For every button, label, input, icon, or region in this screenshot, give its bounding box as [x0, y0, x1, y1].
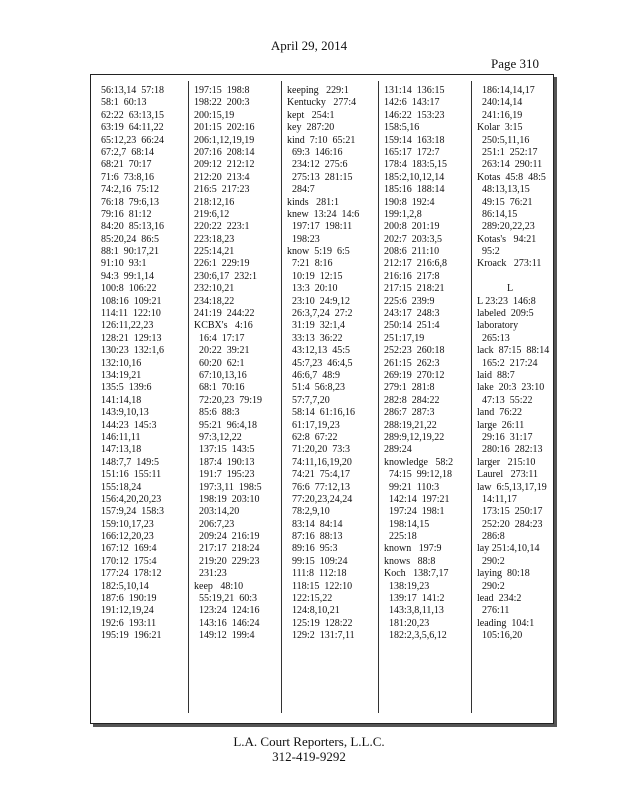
- index-entry: 89:16 95:3: [287, 543, 338, 555]
- index-entry: 16:4 17:17: [194, 332, 245, 344]
- index-entry: 282:8 284:22: [384, 394, 440, 406]
- index-entry: 159:10,17,23: [101, 518, 154, 530]
- index-entry: 286:7 287:3: [384, 407, 435, 419]
- index-entry: 185:16 188:14: [384, 184, 445, 196]
- index-entry: 14:11,17: [477, 493, 517, 505]
- footer-phone: 312-419-9292: [272, 749, 346, 764]
- index-entry: 230:6,17 232:1: [194, 270, 258, 282]
- index-entry: 72:20,23 79:19: [194, 394, 263, 406]
- index-entry: 216:16 217:8: [384, 270, 440, 282]
- index-entry: 124:8,10,21: [287, 605, 340, 617]
- index-entry: 209:12 212:12: [194, 159, 255, 171]
- index-entry: 206:7,23: [194, 518, 235, 530]
- index-entry: 144:23 145:3: [101, 419, 157, 431]
- index-entry: 165:2 217:24: [477, 357, 538, 369]
- index-entry: labeled 209:5: [477, 308, 534, 320]
- index-entry: 87:16 88:13: [287, 531, 343, 543]
- index-entry: 251:17,19: [384, 332, 425, 344]
- index-entry: 135:5 139:6: [101, 382, 152, 394]
- index-entry: 288:19,21,22: [384, 419, 437, 431]
- index-entry: 158:5,16: [384, 122, 420, 134]
- index-entry: 138:19,23: [384, 580, 430, 592]
- index-entry: 216:5 217:23: [194, 184, 250, 196]
- index-entry: 232:10,21: [194, 283, 235, 295]
- index-entry: 26:3,7,24 27:2: [287, 308, 353, 320]
- index-entry: 143:3,8,11,13: [384, 605, 444, 617]
- index-entry: 137:15 143:5: [194, 444, 255, 456]
- index-entry: 223:18,23: [194, 233, 235, 245]
- index-entry: 289:20,22,23: [477, 221, 535, 233]
- index-entry: 208:6 211:10: [384, 246, 440, 258]
- index-entry: 74:2,16 75:12: [101, 184, 160, 196]
- index-entry: 57:7,7,20: [287, 394, 330, 406]
- index-entry: 182:5,10,14: [101, 580, 149, 592]
- index-entry: 62:8 67:22: [287, 431, 338, 443]
- index-entry: 10:19 12:15: [287, 270, 343, 282]
- index-entry: 167:12 169:4: [101, 543, 157, 555]
- index-entry: 69:3 146:16: [287, 146, 343, 158]
- index-entry: 61:17,19,23: [287, 419, 340, 431]
- index-column-1: [101, 85, 185, 713]
- index-entry: 49:15 76:21: [477, 196, 533, 208]
- index-entry: 125:19 128:22: [287, 617, 353, 629]
- index-entry: 207:16 208:14: [194, 146, 255, 158]
- index-entry: 74:21 75:4,17: [287, 469, 351, 481]
- index-entry: 74:15 99:12,18: [384, 469, 453, 481]
- index-entry: 197:15 198:8: [194, 85, 250, 96]
- index-entry: 78:2,9,10: [287, 506, 330, 518]
- index-entry: 202:7 203:3,5: [384, 233, 443, 245]
- index-entry: lay 251:4,10,14: [477, 543, 540, 555]
- index-entry: 45:7,23 46:4,5: [287, 357, 353, 369]
- index-entry: 58:1 60:13: [101, 97, 147, 109]
- index-table: [90, 74, 554, 724]
- index-entry: 187:4 190:13: [194, 456, 255, 468]
- index-entry: law 6:5,13,17,19: [477, 481, 547, 493]
- index-entry: 201:15 202:16: [194, 122, 255, 134]
- index-entry: keep 48:10: [194, 580, 244, 592]
- index-entry: 97:3,12,22: [194, 431, 242, 443]
- index-entry: 289:24: [384, 444, 412, 456]
- index-entry: 234:18,22: [194, 295, 235, 307]
- index-entry: 289:9,12,19,22: [384, 431, 445, 443]
- index-column-2: [194, 85, 278, 713]
- index-entry: Kolar 3:15: [477, 122, 523, 134]
- index-entry: 220:22 223:1: [194, 221, 250, 233]
- index-entry: 77:20,23,24,24: [287, 493, 353, 505]
- index-entry: 79:16 81:12: [101, 208, 152, 220]
- index-entry: 263:14 290:11: [477, 159, 543, 171]
- index-entry: 20:22 39:21: [194, 345, 250, 357]
- index-entry: kept 254:1: [287, 109, 335, 121]
- index-entry: 240:14,14: [477, 97, 523, 109]
- footer-company: L.A. Court Reporters, L.L.C.: [233, 734, 385, 749]
- index-entry: 269:19 270:12: [384, 369, 445, 381]
- index-entry: 279:1 281:8: [384, 382, 435, 394]
- index-entry: lack 87:15 88:14: [477, 345, 550, 357]
- index-entry: lake 20:3 23:10: [477, 382, 545, 394]
- index-entry: 71:6 73:8,16: [101, 171, 155, 183]
- index-entry: larger 215:10: [477, 456, 536, 468]
- index-entry: 155:18,24: [101, 481, 142, 493]
- index-entry: 206:1,12,19,19: [194, 134, 255, 146]
- index-entry: 58:14 61:16,16: [287, 407, 356, 419]
- index-entry: 13:3 20:10: [287, 283, 338, 295]
- index-entry: 173:15 250:17: [477, 506, 543, 518]
- index-entry: 157:9,24 158:3: [101, 506, 165, 518]
- index-entry: 148:7,7 149:5: [101, 456, 160, 468]
- index-entry: 198:19 203:10: [194, 493, 260, 505]
- index-entry: 131:14 136:15: [384, 85, 445, 96]
- index-entry: 209:24 216:19: [194, 531, 260, 543]
- index-entry: know 5:19 6:5: [287, 246, 350, 258]
- index-entry: 147:13,18: [101, 444, 142, 456]
- index-entry: Kotas 45:8 48:5: [477, 171, 546, 183]
- index-entry: 225:6 239:9: [384, 295, 435, 307]
- index-entry: 129:2 131:7,11: [287, 630, 355, 642]
- index-entry: knows 88:8: [384, 555, 436, 567]
- index-entry: 65:12,23 66:24: [101, 134, 165, 146]
- index-entry: 265:13: [477, 332, 510, 344]
- index-entry: 192:6 193:11: [101, 617, 157, 629]
- index-entry: knew 13:24 14:6: [287, 208, 360, 220]
- index-entry: 225:14,21: [194, 246, 235, 258]
- page-number: Page 310: [491, 56, 540, 71]
- index-entry: 105:16,20: [477, 630, 523, 642]
- index-entry: 56:13,14 57:18: [101, 85, 165, 96]
- index-entry: 200:15,19: [194, 109, 235, 121]
- index-entry: 200:8 201:19: [384, 221, 440, 233]
- index-entry: 143:16 146:24: [194, 617, 260, 629]
- index-entry: 275:13 281:15: [287, 171, 353, 183]
- index-entry: 146:11,11: [101, 431, 141, 443]
- index-entry: Koch 138:7,17: [384, 568, 449, 580]
- index-entry: [477, 271, 551, 283]
- index-entry: 199:1,2,8: [384, 208, 422, 220]
- index-entry: KCBX's 4:16: [194, 320, 253, 332]
- index-column-3: [287, 85, 375, 713]
- index-entry: L 23:23 146:8: [477, 295, 536, 307]
- index-entry: 186:14,14,17: [477, 85, 535, 96]
- index-entry: 95:21 96:4,18: [194, 419, 258, 431]
- index-entry: 191:7 195:23: [194, 469, 255, 481]
- column-divider: [378, 81, 379, 713]
- index-entry: 74:11,16,19,20: [287, 456, 352, 468]
- index-entry: 182:2,3,5,6,12: [384, 630, 447, 642]
- index-entry: 252:23 260:18: [384, 345, 445, 357]
- index-entry: 130:23 132:1,6: [101, 345, 165, 357]
- index-entry: 76:18 79:6,13: [101, 196, 160, 208]
- index-entry: 141:14,18: [101, 394, 142, 406]
- index-entry: 181:20,23: [384, 617, 430, 629]
- index-entry: 88:1 90:17,21: [101, 246, 160, 258]
- column-divider: [188, 81, 189, 713]
- index-entry: 218:12,16: [194, 196, 235, 208]
- index-entry: 191:12,19,24: [101, 605, 154, 617]
- index-entry: 143:9,10,13: [101, 407, 149, 419]
- index-entry: 212:17 216:6,8: [384, 258, 448, 270]
- index-entry: 212:20 213:4: [194, 171, 250, 183]
- index-entry: 241:16,19: [477, 109, 523, 121]
- index-entry: 47:13 55:22: [477, 394, 533, 406]
- index-entry: 31:19 32:1,4: [287, 320, 346, 332]
- index-entry: 85:20,24 86:5: [101, 233, 160, 245]
- index-entry: land 76:22: [477, 407, 522, 419]
- index-entry: 170:12 175:4: [101, 555, 157, 567]
- index-entry: knowledge 58:2: [384, 456, 454, 468]
- index-entry: 217:15 218:21: [384, 283, 445, 295]
- index-entry: kinds 281:1: [287, 196, 339, 208]
- index-entry: 142:6 143:17: [384, 97, 440, 109]
- index-entry: 165:17 172:7: [384, 146, 440, 158]
- index-entry: 151:16 155:11: [101, 469, 162, 481]
- index-entry: 63:19 64:11,22: [101, 122, 164, 134]
- index-entry: 234:12 275:6: [287, 159, 348, 171]
- column-divider: [281, 81, 282, 713]
- index-entry: 226:1 229:19: [194, 258, 250, 270]
- index-entry: key 287:20: [287, 122, 335, 134]
- index-entry: 114:11 122:10: [101, 308, 161, 320]
- index-entry: 243:17 248:3: [384, 308, 440, 320]
- index-entry: 67:10,13,16: [194, 369, 247, 381]
- index-entry: 118:15 122:10: [287, 580, 353, 592]
- index-entry: known 197:9: [384, 543, 442, 555]
- index-entry: 149:12 199:4: [194, 630, 255, 642]
- index-entry: 195:19 196:21: [101, 630, 162, 642]
- index-entry: 284:7: [287, 184, 315, 196]
- index-entry: 250:5,11,16: [477, 134, 530, 146]
- index-entry: 156:4,20,20,23: [101, 493, 162, 505]
- index-entry: 166:12,20,23: [101, 531, 154, 543]
- index-entry: keeping 229:1: [287, 85, 349, 96]
- index-entry: 84:20 85:13,16: [101, 221, 165, 233]
- index-entry: 71:20,20 73:3: [287, 444, 351, 456]
- index-entry: 197:17 198:11: [287, 221, 353, 233]
- column-divider: [471, 81, 472, 713]
- index-entry: 217:17 218:24: [194, 543, 260, 555]
- index-entry: 100:8 106:22: [101, 283, 157, 295]
- index-entry: kind 7:10 65:21: [287, 134, 356, 146]
- index-entry: 185:2,10,12,14: [384, 171, 445, 183]
- index-entry: 276:11: [477, 605, 510, 617]
- index-entry: 99:21 110:3: [384, 481, 440, 493]
- index-entry: 225:18: [384, 531, 417, 543]
- index-entry: 55:19,21 60:3: [194, 593, 258, 605]
- index-entry: Kroack 273:11: [477, 258, 542, 270]
- index-entry: 134:19,21: [101, 369, 142, 381]
- index-entry: Laurel 273:11: [477, 469, 539, 481]
- index-entry: 219:6,12: [194, 208, 230, 220]
- index-entry: 67:2,7 68:14: [101, 146, 155, 158]
- index-entry: 46:6,7 48:9: [287, 369, 341, 381]
- index-entry: 108:16 109:21: [101, 295, 162, 307]
- index-entry: 251:1 252:17: [477, 146, 538, 158]
- index-entry: 146:22 153:23: [384, 109, 445, 121]
- index-column-4: [384, 85, 468, 713]
- index-entry: 177:24 178:12: [101, 568, 162, 580]
- index-entry: 33:13 36:22: [287, 332, 343, 344]
- index-entry: 95:2: [477, 246, 500, 258]
- index-entry: 128:21 129:13: [101, 332, 162, 344]
- index-entry: 178:4 183:5,15: [384, 159, 448, 171]
- index-entry: 252:20 284:23: [477, 518, 543, 530]
- index-entry: 91:10 93:1: [101, 258, 147, 270]
- index-entry: 60:20 62:1: [194, 357, 245, 369]
- index-entry: 7:21 8:16: [287, 258, 333, 270]
- index-entry: 219:20 229:23: [194, 555, 260, 567]
- index-entry: 99:15 109:24: [287, 555, 348, 567]
- index-entry: 190:8 192:4: [384, 196, 435, 208]
- index-entry: laboratory: [477, 320, 519, 332]
- index-entry: 198:14,15: [384, 518, 430, 530]
- index-entry: 122:15,22: [287, 593, 333, 605]
- index-entry: 139:17 141:2: [384, 593, 445, 605]
- index-entry: 198:23: [287, 233, 320, 245]
- index-entry: 123:24 124:16: [194, 605, 260, 617]
- index-entry: 51:4 56:8,23: [287, 382, 346, 394]
- index-entry: 187:6 190:19: [101, 593, 157, 605]
- index-entry: 197:24 198:1: [384, 506, 445, 518]
- index-entry: 132:10,16: [101, 357, 142, 369]
- index-entry: 197:3,11 198:5: [194, 481, 262, 493]
- index-entry: Kotas's 94:21: [477, 233, 537, 245]
- index-entry: 68:1 70:16: [194, 382, 245, 394]
- index-entry: 231:23: [194, 568, 227, 580]
- index-entry: large 26:11: [477, 419, 525, 431]
- index-entry: 68:21 70:17: [101, 159, 152, 171]
- page-date: April 29, 2014: [270, 38, 348, 53]
- index-entry: laid 88:7: [477, 369, 515, 381]
- index-entry: 290:2: [477, 555, 505, 567]
- index-entry: 83:14 84:14: [287, 518, 343, 530]
- index-entry: 62:22 63:13,15: [101, 109, 165, 121]
- index-entry: 261:15 262:3: [384, 357, 440, 369]
- index-entry: 203:14,20: [194, 506, 240, 518]
- index-entry: 198:22 200:3: [194, 97, 250, 109]
- index-entry: L: [477, 283, 514, 295]
- index-entry: 159:14 163:18: [384, 134, 445, 146]
- index-entry: 43:12,13 45:5: [287, 345, 351, 357]
- index-entry: laying 80:18: [477, 568, 530, 580]
- index-entry: 111:8 112:18: [287, 568, 347, 580]
- index-entry: 290:2: [477, 580, 505, 592]
- index-entry: 126:11,22,23: [101, 320, 154, 332]
- index-entry: 280:16 282:13: [477, 444, 543, 456]
- index-column-5: [477, 85, 551, 713]
- index-entry: 85:6 88:3: [194, 407, 240, 419]
- index-entry: 286:8: [477, 531, 505, 543]
- index-entry: 86:14,15: [477, 208, 518, 220]
- index-entry: 241:19 244:22: [194, 308, 255, 320]
- index-entry: 48:13,13,15: [477, 184, 530, 196]
- index-entry: 94:3 99:1,14: [101, 270, 155, 282]
- index-entry: 23:10 24:9,12: [287, 295, 351, 307]
- index-entry: lead 234:2: [477, 593, 522, 605]
- index-entry: leading 104:1: [477, 617, 535, 629]
- index-entry: 76:6 77:12,13: [287, 481, 351, 493]
- index-entry: 250:14 251:4: [384, 320, 440, 332]
- index-entry: 142:14 197:21: [384, 493, 450, 505]
- index-entry: Kentucky 277:4: [287, 97, 357, 109]
- index-entry: 29:16 31:17: [477, 431, 533, 443]
